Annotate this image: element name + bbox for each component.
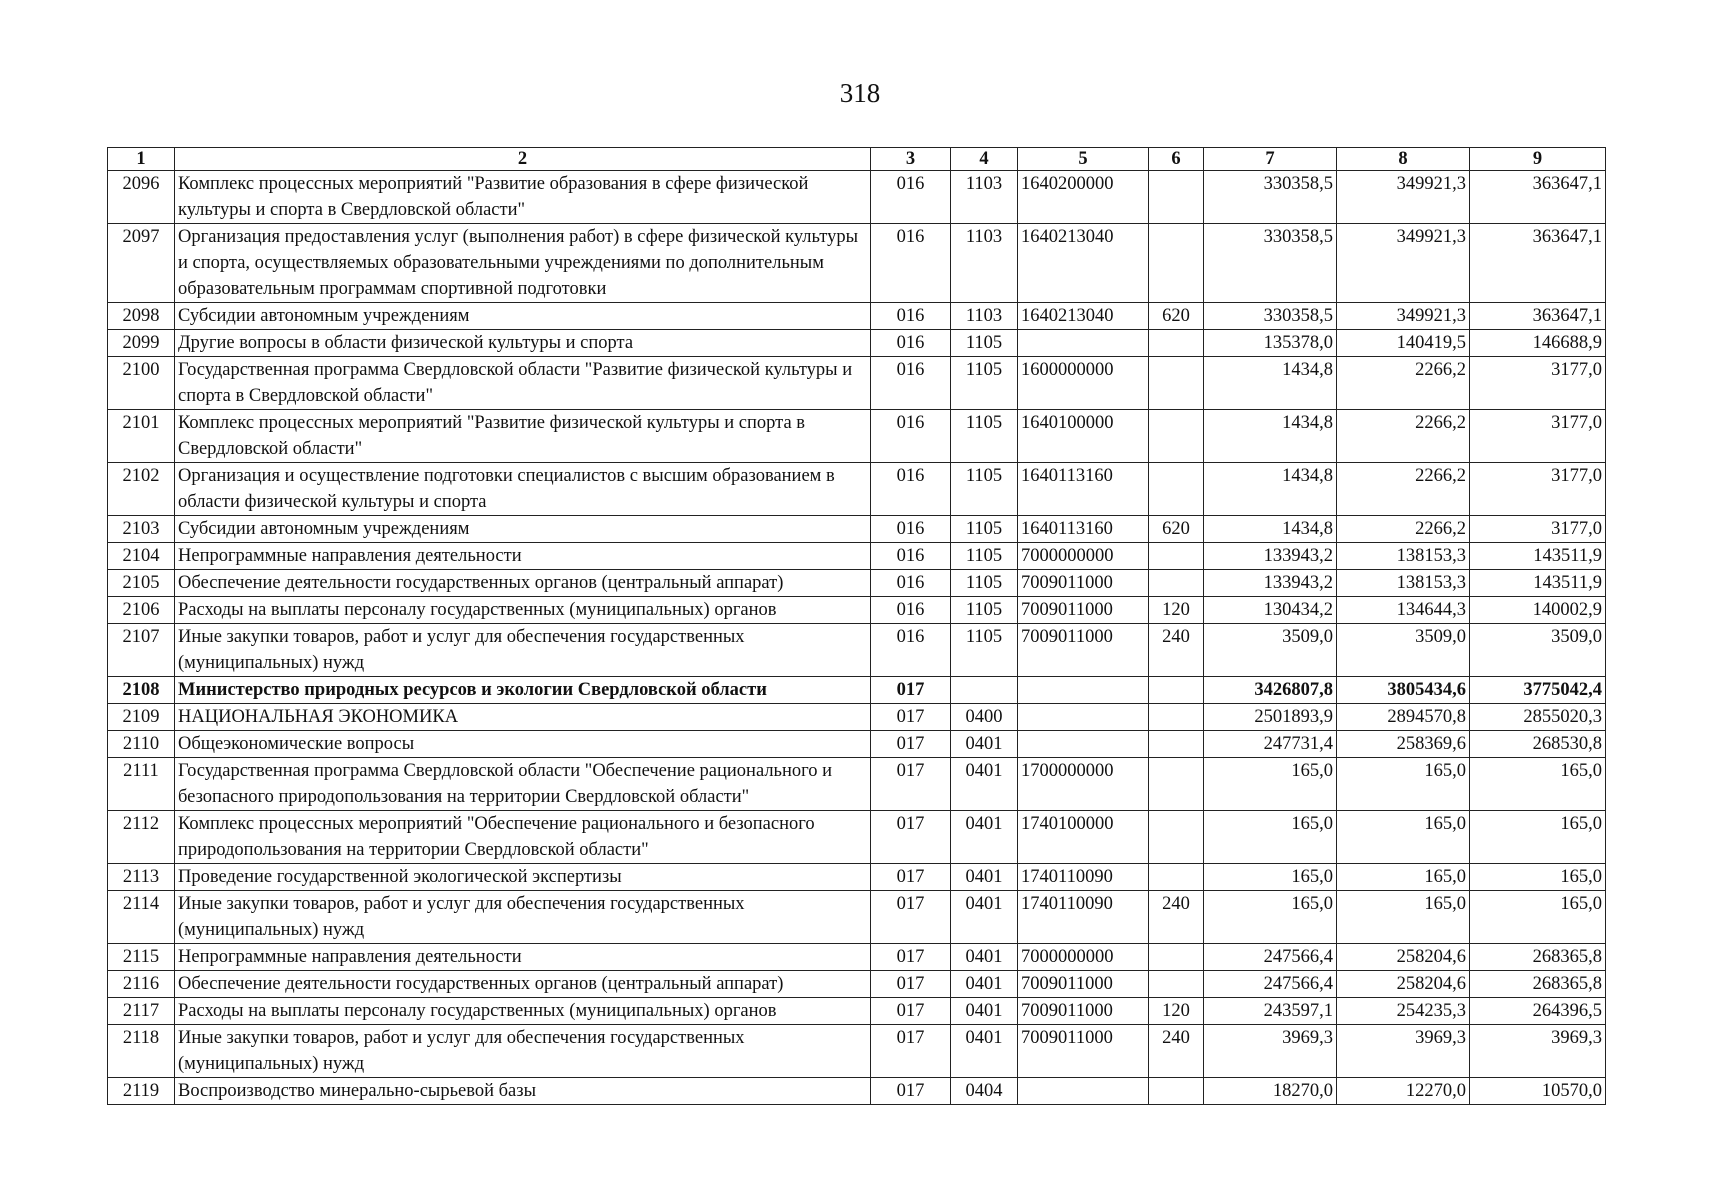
ministry-code: 017 [871,1078,951,1105]
amount-col-8: 3805434,6 [1337,677,1470,704]
expense-type-code: 620 [1149,516,1204,543]
row-number: 2106 [108,597,175,624]
expense-type-code [1149,543,1204,570]
row-name: Обеспечение деятельности государственных органов (центральный аппарат) [175,971,871,998]
column-header: 8 [1337,148,1470,171]
amount-col-9: 363647,1 [1470,224,1606,303]
target-article-code: 7009011000 [1018,1025,1149,1078]
ministry-code: 016 [871,224,951,303]
row-name: Государственная программа Свердловской области "Обеспечение рационального и безопасного природопользования на территории Свердловской области" [175,758,871,811]
amount-col-7: 165,0 [1204,891,1337,944]
row-number: 2118 [108,1025,175,1078]
target-article-code: 1640213040 [1018,224,1149,303]
target-article-code: 1640113160 [1018,516,1149,543]
section-code: 1105 [951,516,1018,543]
table-row [108,731,1606,758]
ministry-code: 017 [871,758,951,811]
table-row [108,516,1606,543]
amount-col-9: 264396,5 [1470,998,1606,1025]
section-code: 1103 [951,224,1018,303]
section-code: 1105 [951,597,1018,624]
target-article-code: 1740100000 [1018,811,1149,864]
row-name: Проведение государственной экологической экспертизы [175,864,871,891]
table-row [108,463,1606,516]
row-name: Иные закупки товаров, работ и услуг для обеспечения государственных (муниципальных) нужд [175,891,871,944]
table-row [108,410,1606,463]
amount-col-8: 165,0 [1337,891,1470,944]
target-article-code: 1640113160 [1018,463,1149,516]
row-name: Организация и осуществление подготовки специалистов с высшим образованием в области физической культуры и спорта [175,463,871,516]
row-number: 2107 [108,624,175,677]
table-row [108,1078,1606,1105]
ministry-code: 016 [871,624,951,677]
amount-col-9: 165,0 [1470,891,1606,944]
amount-col-8: 2266,2 [1337,516,1470,543]
budget-table [107,147,1606,1105]
amount-col-8: 12270,0 [1337,1078,1470,1105]
amount-col-8: 165,0 [1337,864,1470,891]
row-name: Государственная программа Свердловской области "Развитие физической культуры и спорта в Свердловской области" [175,357,871,410]
row-number: 2115 [108,944,175,971]
target-article-code: 7009011000 [1018,998,1149,1025]
column-header: 3 [871,148,951,171]
ministry-code: 017 [871,998,951,1025]
row-name: Непрограммные направления деятельности [175,944,871,971]
ministry-code: 016 [871,303,951,330]
amount-col-8: 3509,0 [1337,624,1470,677]
amount-col-7: 330358,5 [1204,171,1337,224]
row-number: 2099 [108,330,175,357]
row-name: Организация предоставления услуг (выполнения работ) в сфере физической культуры и спорта, осуществляемых образовательными учреждениями по дополнительным образовательным программам спортивной подготовки [175,224,871,303]
table-row [108,1025,1606,1078]
amount-col-9: 143511,9 [1470,570,1606,597]
section-code: 1105 [951,570,1018,597]
section-code: 1105 [951,357,1018,410]
expense-type-code [1149,463,1204,516]
target-article-code: 7009011000 [1018,570,1149,597]
expense-type-code [1149,570,1204,597]
ministry-code: 016 [871,463,951,516]
ministry-code: 017 [871,864,951,891]
target-article-code: 7009011000 [1018,624,1149,677]
amount-col-7: 247566,4 [1204,944,1337,971]
amount-col-8: 134644,3 [1337,597,1470,624]
table-row [108,864,1606,891]
amount-col-9: 363647,1 [1470,171,1606,224]
amount-col-8: 349921,3 [1337,224,1470,303]
ministry-code: 017 [871,944,951,971]
amount-col-7: 1434,8 [1204,357,1337,410]
expense-type-code [1149,677,1204,704]
section-code: 1105 [951,543,1018,570]
ministry-code: 017 [871,731,951,758]
expense-type-code [1149,758,1204,811]
amount-col-9: 268365,8 [1470,944,1606,971]
amount-col-8: 2266,2 [1337,463,1470,516]
amount-col-8: 165,0 [1337,811,1470,864]
amount-col-8: 258204,6 [1337,971,1470,998]
amount-col-7: 330358,5 [1204,303,1337,330]
column-header: 5 [1018,148,1149,171]
amount-col-9: 3969,3 [1470,1025,1606,1078]
amount-col-8: 138153,3 [1337,570,1470,597]
column-header: 4 [951,148,1018,171]
amount-col-8: 3969,3 [1337,1025,1470,1078]
table-row [108,704,1606,731]
section-code: 0401 [951,758,1018,811]
column-header: 2 [175,148,871,171]
section-code: 0400 [951,704,1018,731]
amount-col-7: 135378,0 [1204,330,1337,357]
expense-type-code [1149,731,1204,758]
column-header: 7 [1204,148,1337,171]
amount-col-9: 140002,9 [1470,597,1606,624]
column-header: 9 [1470,148,1606,171]
table-row [108,971,1606,998]
expense-type-code: 240 [1149,624,1204,677]
row-number: 2104 [108,543,175,570]
ministry-code: 016 [871,597,951,624]
ministry-code: 016 [871,543,951,570]
table-row [108,811,1606,864]
row-number: 2111 [108,758,175,811]
amount-col-8: 165,0 [1337,758,1470,811]
section-code: 0401 [951,971,1018,998]
amount-col-8: 349921,3 [1337,171,1470,224]
column-header: 6 [1149,148,1204,171]
amount-col-7: 1434,8 [1204,516,1337,543]
table-row [108,624,1606,677]
row-number: 2100 [108,357,175,410]
section-code: 0401 [951,891,1018,944]
amount-col-7: 165,0 [1204,758,1337,811]
section-code: 0401 [951,864,1018,891]
amount-col-9: 3177,0 [1470,463,1606,516]
amount-col-7: 1434,8 [1204,410,1337,463]
row-number: 2102 [108,463,175,516]
ministry-code: 017 [871,1025,951,1078]
table-row [108,303,1606,330]
page-number: 318 [839,78,881,108]
row-name: Непрограммные направления деятельности [175,543,871,570]
target-article-code: 1640213040 [1018,303,1149,330]
row-name: Субсидии автономным учреждениям [175,303,871,330]
expense-type-code: 120 [1149,597,1204,624]
table-row [108,597,1606,624]
section-code: 1105 [951,410,1018,463]
target-article-code: 7000000000 [1018,543,1149,570]
expense-type-code [1149,704,1204,731]
amount-col-7: 330358,5 [1204,224,1337,303]
section-code [951,677,1018,704]
table-row [108,543,1606,570]
section-code: 1105 [951,463,1018,516]
section-code: 0401 [951,811,1018,864]
row-name: Обеспечение деятельности государственных органов (центральный аппарат) [175,570,871,597]
row-name: Министерство природных ресурсов и экологии Свердловской области [175,677,871,704]
row-number: 2096 [108,171,175,224]
target-article-code [1018,731,1149,758]
row-number: 2097 [108,224,175,303]
section-code: 1105 [951,624,1018,677]
amount-col-9: 143511,9 [1470,543,1606,570]
expense-type-code: 240 [1149,1025,1204,1078]
amount-col-8: 258369,6 [1337,731,1470,758]
expense-type-code [1149,410,1204,463]
amount-col-7: 133943,2 [1204,570,1337,597]
row-number: 2101 [108,410,175,463]
expense-type-code [1149,357,1204,410]
row-number: 2112 [108,811,175,864]
row-number: 2113 [108,864,175,891]
ministry-code: 017 [871,891,951,944]
section-code: 0401 [951,731,1018,758]
section-code: 1105 [951,330,1018,357]
table-row [108,357,1606,410]
target-article-code: 7000000000 [1018,944,1149,971]
column-header: 1 [108,148,175,171]
amount-col-9: 3177,0 [1470,410,1606,463]
section-code: 0401 [951,998,1018,1025]
amount-col-9: 268530,8 [1470,731,1606,758]
row-number: 2114 [108,891,175,944]
row-number: 2105 [108,570,175,597]
expense-type-code: 120 [1149,998,1204,1025]
table-row [108,758,1606,811]
amount-col-9: 3177,0 [1470,516,1606,543]
target-article-code [1018,1078,1149,1105]
amount-col-8: 2266,2 [1337,410,1470,463]
table-row [108,891,1606,944]
table-row [108,224,1606,303]
target-article-code: 1740110090 [1018,891,1149,944]
row-name: Иные закупки товаров, работ и услуг для обеспечения государственных (муниципальных) нужд [175,624,871,677]
row-name: Иные закупки товаров, работ и услуг для обеспечения государственных (муниципальных) нужд [175,1025,871,1078]
amount-col-8: 258204,6 [1337,944,1470,971]
row-name: Субсидии автономным учреждениям [175,516,871,543]
target-article-code: 7009011000 [1018,971,1149,998]
target-article-code [1018,330,1149,357]
ministry-code: 017 [871,704,951,731]
expense-type-code: 240 [1149,891,1204,944]
amount-col-8: 140419,5 [1337,330,1470,357]
header-row [108,148,1606,171]
ministry-code: 016 [871,410,951,463]
table-row [108,330,1606,357]
ministry-code: 016 [871,330,951,357]
expense-type-code [1149,944,1204,971]
amount-col-9: 146688,9 [1470,330,1606,357]
ministry-code: 016 [871,570,951,597]
amount-col-8: 349921,3 [1337,303,1470,330]
section-code: 0401 [951,944,1018,971]
ministry-code: 016 [871,357,951,410]
amount-col-7: 243597,1 [1204,998,1337,1025]
amount-col-7: 3509,0 [1204,624,1337,677]
row-name: Общеэкономические вопросы [175,731,871,758]
amount-col-9: 2855020,3 [1470,704,1606,731]
row-name: Воспроизводство минерально-сырьевой базы [175,1078,871,1105]
table-row [108,570,1606,597]
amount-col-8: 2894570,8 [1337,704,1470,731]
amount-col-9: 3177,0 [1470,357,1606,410]
expense-type-code [1149,171,1204,224]
expense-type-code [1149,811,1204,864]
amount-col-9: 363647,1 [1470,303,1606,330]
amount-col-7: 247566,4 [1204,971,1337,998]
amount-col-7: 165,0 [1204,864,1337,891]
amount-col-7: 3426807,8 [1204,677,1337,704]
target-article-code: 1740110090 [1018,864,1149,891]
amount-col-7: 3969,3 [1204,1025,1337,1078]
amount-col-7: 247731,4 [1204,731,1337,758]
expense-type-code: 620 [1149,303,1204,330]
amount-col-9: 268365,8 [1470,971,1606,998]
amount-col-7: 1434,8 [1204,463,1337,516]
row-number: 2117 [108,998,175,1025]
row-number: 2109 [108,704,175,731]
section-code: 0404 [951,1078,1018,1105]
row-name: Расходы на выплаты персоналу государственных (муниципальных) органов [175,597,871,624]
target-article-code: 1700000000 [1018,758,1149,811]
row-name: Комплекс процессных мероприятий "Обеспечение рационального и безопасного природопользования на территории Свердловской области" [175,811,871,864]
table-row [108,944,1606,971]
table-row [108,677,1606,704]
expense-type-code [1149,864,1204,891]
row-name: НАЦИОНАЛЬНАЯ ЭКОНОМИКА [175,704,871,731]
expense-type-code [1149,1078,1204,1105]
target-article-code [1018,677,1149,704]
expense-type-code [1149,224,1204,303]
ministry-code: 016 [871,516,951,543]
table-row [108,998,1606,1025]
amount-col-9: 3509,0 [1470,624,1606,677]
amount-col-8: 138153,3 [1337,543,1470,570]
row-name: Комплекс процессных мероприятий "Развитие образования в сфере физической культуры и спорта в Свердловской области" [175,171,871,224]
target-article-code: 1640100000 [1018,410,1149,463]
row-number: 2108 [108,677,175,704]
amount-col-7: 18270,0 [1204,1078,1337,1105]
amount-col-9: 3775042,4 [1470,677,1606,704]
amount-col-8: 2266,2 [1337,357,1470,410]
ministry-code: 017 [871,677,951,704]
ministry-code: 017 [871,811,951,864]
row-number: 2098 [108,303,175,330]
target-article-code: 1600000000 [1018,357,1149,410]
row-number: 2119 [108,1078,175,1105]
row-name: Другие вопросы в области физической культуры и спорта [175,330,871,357]
amount-col-9: 10570,0 [1470,1078,1606,1105]
row-number: 2103 [108,516,175,543]
target-article-code [1018,704,1149,731]
ministry-code: 017 [871,971,951,998]
target-article-code: 1640200000 [1018,171,1149,224]
amount-col-9: 165,0 [1470,758,1606,811]
row-number: 2116 [108,971,175,998]
section-code: 1103 [951,303,1018,330]
row-name: Комплекс процессных мероприятий "Развитие физической культуры и спорта в Свердловской области" [175,410,871,463]
amount-col-9: 165,0 [1470,864,1606,891]
section-code: 1103 [951,171,1018,224]
row-number: 2110 [108,731,175,758]
amount-col-7: 165,0 [1204,811,1337,864]
section-code: 0401 [951,1025,1018,1078]
amount-col-7: 133943,2 [1204,543,1337,570]
amount-col-9: 165,0 [1470,811,1606,864]
row-name: Расходы на выплаты персоналу государственных (муниципальных) органов [175,998,871,1025]
target-article-code: 7009011000 [1018,597,1149,624]
amount-col-7: 130434,2 [1204,597,1337,624]
table-row [108,171,1606,224]
amount-col-7: 2501893,9 [1204,704,1337,731]
ministry-code: 016 [871,171,951,224]
expense-type-code [1149,971,1204,998]
expense-type-code [1149,330,1204,357]
table-body [108,171,1606,1105]
amount-col-8: 254235,3 [1337,998,1470,1025]
